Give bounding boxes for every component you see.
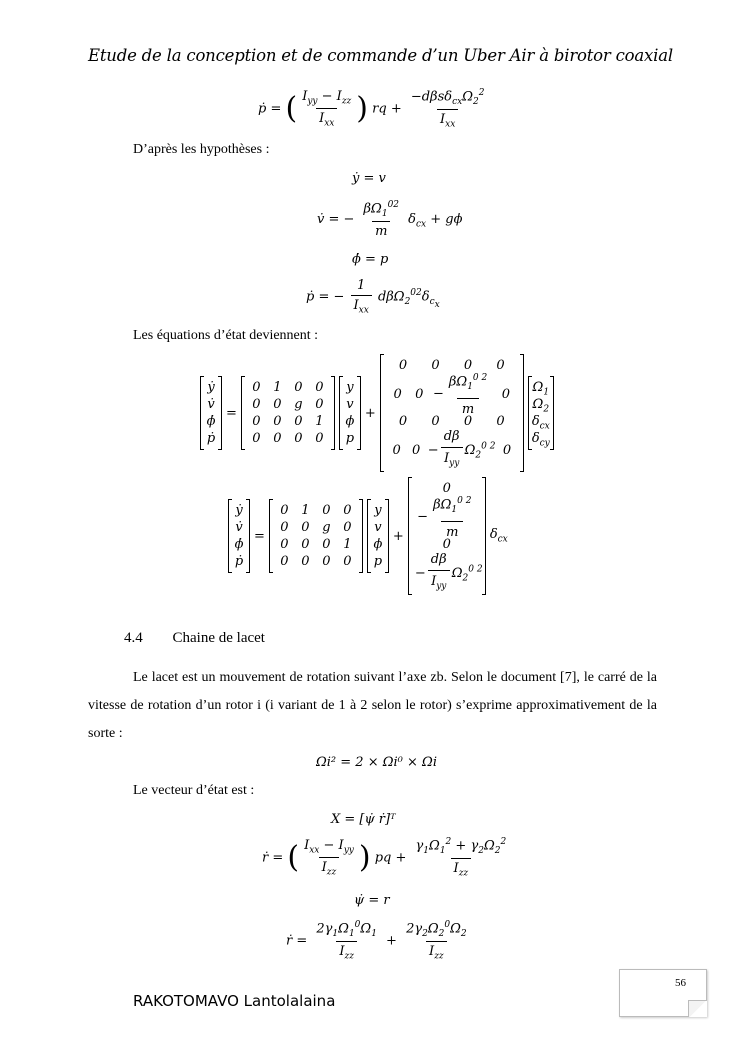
- state-space-matrix-2: ẏ v̇ ϕ̇ ṗ = 0 1 0 0 0 0 g 0 0 0 0 1 0 0 0 0 y v ϕ p + 0 − $\frac{\beta\Omega_1^{0 2}}{m}$ 0 − dβ $I_{yy}$ $\Omega_2^{0 2}$ $\delta_{cx}$: [228, 478, 508, 594]
- state-equations-text: Les équations d’état deviennent :: [133, 328, 319, 343]
- equation-omega-squared: Ωi² = 2 × Ωi⁰ × Ωi: [316, 755, 437, 770]
- page-number: 56: [675, 977, 686, 989]
- equation-pdot-full: ṗ = ( $I_{yy} - I_{zz}$ $I_{xx}$ ) rq + $-d\beta s\delta_{cx}\Omega_2^2$ $I_{xx}$: [258, 88, 485, 130]
- state-space-matrix-1: ẏ v̇ ϕ̇ ṗ = 0 1 0 0 0 0 g 0 0 0 0 1 0 0 0 0 y v ϕ p + 0 0 0 0 0 0 − $\frac{\beta\Omega_1^{0 2}}{m}$ 0 0 0 0 0 0 0 − dβ $I_{yy}$ $\Omega_2^{0 2}$ 0 $\Omega_1$ $\Omega_2$ $\delta_{cx}$ $\delta_{cy}$: [200, 355, 554, 471]
- equation-phidot: ϕ̇ = p: [352, 252, 389, 267]
- equation-vdot: v̇ = − $\frac{\beta\Omega_1^{02}}{m}$ $\delta_{cx} + g\phi$: [317, 200, 463, 239]
- page-header: Etude de la conception et de commande d’un Uber Air à birotor coaxial: [88, 46, 673, 65]
- state-vector-text: Le vecteur d’état est :: [133, 783, 255, 798]
- section-number: 4.4: [124, 630, 143, 646]
- paragraph-yaw: Le lacet est un mouvement de rotation suivant l’axe zb. Selon le document [7], le carré de la vitesse de rotation d’un rotor i (i variant de 1 à 2 selon le rotor) s’exprime approximativement de la sorte :: [88, 670, 657, 741]
- hypotheses-text: D’après les hypothèses :: [133, 142, 270, 157]
- equation-rdot-full: ṙ = ( $I_{xx} - I_{yy}$ $I_{zz}$ ) pq + $\gamma_1\Omega_1^2 + \gamma_2\Omega_2^2$ $I_{zz}$: [262, 837, 507, 879]
- page-number-box: [619, 969, 707, 1017]
- page-curl-icon: [688, 1000, 707, 1017]
- equation-state-vector: X = [ψ̇ ṙ]ᵀ: [331, 812, 396, 827]
- equation-pdot-simplified: ṗ = − 1 $I_{xx}$ $d\beta\Omega_2^{02}\delta_{c_x}$: [306, 278, 440, 316]
- footer-author: RAKOTOMAVO Lantolalaina: [133, 992, 336, 1010]
- equation-rdot-linear: ṙ = $2\gamma_1\Omega_1^0\Omega_1$ $I_{zz}$ + $2\gamma_2\Omega_2^0\Omega_2$ $I_{zz}$: [286, 920, 467, 962]
- equation-ydot: ẏ = v: [352, 171, 386, 186]
- equation-psidot: ψ̇ = r: [354, 893, 390, 908]
- section-heading: [124, 630, 265, 647]
- section-title: Chaine de lacet: [172, 630, 265, 646]
